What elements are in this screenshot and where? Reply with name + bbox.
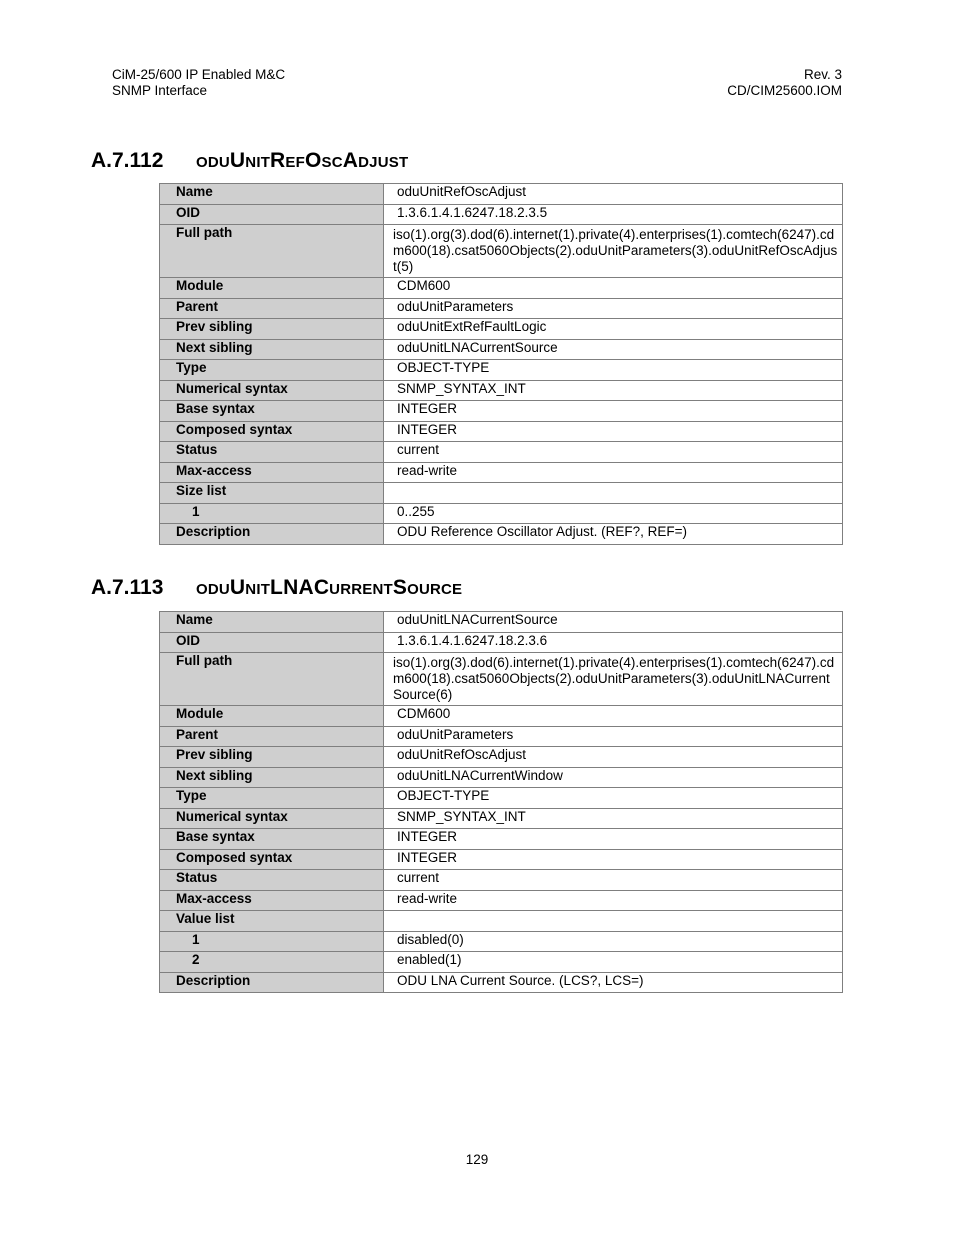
row-value: INTEGER: [384, 829, 843, 850]
doc-title: CiM-25/600 IP Enabled M&C: [112, 67, 286, 82]
table-row: [160, 503, 843, 524]
table-row: [160, 890, 843, 911]
row-key: 1: [160, 503, 384, 524]
row-key: Full path: [160, 225, 384, 278]
doc-revision: Rev. 3: [803, 67, 842, 82]
page-header-left: [112, 67, 285, 99]
section-heading: [91, 149, 408, 173]
table-row: [160, 483, 843, 504]
table-row: [160, 380, 843, 401]
row-value: oduUnitRefOscAdjust: [384, 747, 843, 768]
row-key: Module: [160, 278, 384, 299]
table-row: [160, 632, 843, 653]
row-key: Value list: [160, 911, 384, 932]
row-value: iso(1).org(3).dod(6).internet(1).private(4).enterprises(1).comtech(6247).cdm600(18).csat5060Objects(2).oduUnitParameters(3).oduUnitRefOscAdjust(5): [384, 225, 843, 278]
row-value: 1.3.6.1.4.1.6247.18.2.3.5: [384, 204, 843, 225]
row-key: Parent: [160, 726, 384, 747]
mib-object-table: [159, 611, 843, 993]
row-key: Prev sibling: [160, 319, 384, 340]
row-key: Name: [160, 184, 384, 205]
row-value: SNMP_SYNTAX_INT: [384, 380, 843, 401]
row-value: INTEGER: [384, 401, 843, 422]
table-row: [160, 706, 843, 727]
row-value: oduUnitParameters: [384, 298, 843, 319]
row-key: Numerical syntax: [160, 380, 384, 401]
row-value: iso(1).org(3).dod(6).internet(1).private(4).enterprises(1).comtech(6247).cdm600(18).csat5060Objects(2).oduUnitParameters(3).oduUnitLNACurrentSource(6): [384, 653, 843, 706]
table-row: [160, 339, 843, 360]
row-key: 1: [160, 931, 384, 952]
doc-id: CD/CIM25600.IOM: [727, 83, 842, 98]
row-key: Max-access: [160, 462, 384, 483]
row-value: ODU LNA Current Source. (LCS?, LCS=): [384, 972, 843, 993]
section-title: oduUnitLNACurrentSource: [196, 576, 463, 599]
row-key: 2: [160, 952, 384, 973]
row-key: Name: [160, 612, 384, 633]
table-row: [160, 747, 843, 768]
table-row: [160, 401, 843, 422]
row-key: Type: [160, 360, 384, 381]
row-key: OID: [160, 204, 384, 225]
table-row: [160, 204, 843, 225]
row-key: Numerical syntax: [160, 808, 384, 829]
row-key: Status: [160, 870, 384, 891]
row-value: oduUnitRefOscAdjust: [384, 184, 843, 205]
row-value: current: [384, 870, 843, 891]
table-row: [160, 911, 843, 932]
table-row: [160, 952, 843, 973]
doc-subtitle: SNMP Interface: [112, 83, 208, 98]
row-value: ODU Reference Oscillator Adjust. (REF?, REF=): [384, 524, 843, 545]
table-row: [160, 298, 843, 319]
row-value: 1.3.6.1.4.1.6247.18.2.3.6: [384, 632, 843, 653]
row-value: enabled(1): [384, 952, 843, 973]
row-key: OID: [160, 632, 384, 653]
table-row: [160, 931, 843, 952]
section-title: oduUnitRefOscAdjust: [196, 149, 409, 172]
row-value: CDM600: [384, 278, 843, 299]
row-value: SNMP_SYNTAX_INT: [384, 808, 843, 829]
row-value: OBJECT-TYPE: [384, 360, 843, 381]
row-value: oduUnitLNACurrentSource: [384, 339, 843, 360]
section-number: A.7.113: [91, 576, 164, 599]
table-row: [160, 767, 843, 788]
page-number: 129: [465, 1152, 489, 1167]
row-value: INTEGER: [384, 849, 843, 870]
row-key: Parent: [160, 298, 384, 319]
mib-object-table: [159, 183, 843, 545]
table-row: [160, 849, 843, 870]
table-row: [160, 421, 843, 442]
row-key: Base syntax: [160, 401, 384, 422]
row-value: CDM600: [384, 706, 843, 727]
table-row: [160, 788, 843, 809]
row-key: Description: [160, 972, 384, 993]
row-value: oduUnitExtRefFaultLogic: [384, 319, 843, 340]
table-row: [160, 972, 843, 993]
row-key: Next sibling: [160, 339, 384, 360]
table-row: [160, 870, 843, 891]
section-heading: [91, 576, 462, 600]
row-key: Status: [160, 442, 384, 463]
row-key: Base syntax: [160, 829, 384, 850]
row-key: Module: [160, 706, 384, 727]
row-key: Next sibling: [160, 767, 384, 788]
table-row: [160, 442, 843, 463]
table-row: [160, 829, 843, 850]
table-row: [160, 726, 843, 747]
row-key: Composed syntax: [160, 849, 384, 870]
table-row: [160, 360, 843, 381]
row-key: Full path: [160, 653, 384, 706]
row-key: Max-access: [160, 890, 384, 911]
table-row: [160, 278, 843, 299]
page-header-right: [727, 67, 842, 99]
row-key: Type: [160, 788, 384, 809]
row-value: oduUnitLNACurrentSource: [384, 612, 843, 633]
table-row: [160, 225, 843, 278]
table-row: [160, 319, 843, 340]
row-value: read-write: [384, 462, 843, 483]
row-key: Size list: [160, 483, 384, 504]
row-key: Prev sibling: [160, 747, 384, 768]
row-value: [384, 483, 843, 504]
row-value: oduUnitLNACurrentWindow: [384, 767, 843, 788]
row-value: current: [384, 442, 843, 463]
table-row: [160, 184, 843, 205]
section-number: A.7.112: [91, 149, 164, 172]
row-key: Composed syntax: [160, 421, 384, 442]
row-value: 0..255: [384, 503, 843, 524]
table-row: [160, 462, 843, 483]
table-row: [160, 524, 843, 545]
row-key: Description: [160, 524, 384, 545]
row-value: INTEGER: [384, 421, 843, 442]
table-row: [160, 653, 843, 706]
table-row: [160, 808, 843, 829]
row-value: [384, 911, 843, 932]
row-value: read-write: [384, 890, 843, 911]
row-value: OBJECT-TYPE: [384, 788, 843, 809]
table-row: [160, 612, 843, 633]
row-value: disabled(0): [384, 931, 843, 952]
row-value: oduUnitParameters: [384, 726, 843, 747]
